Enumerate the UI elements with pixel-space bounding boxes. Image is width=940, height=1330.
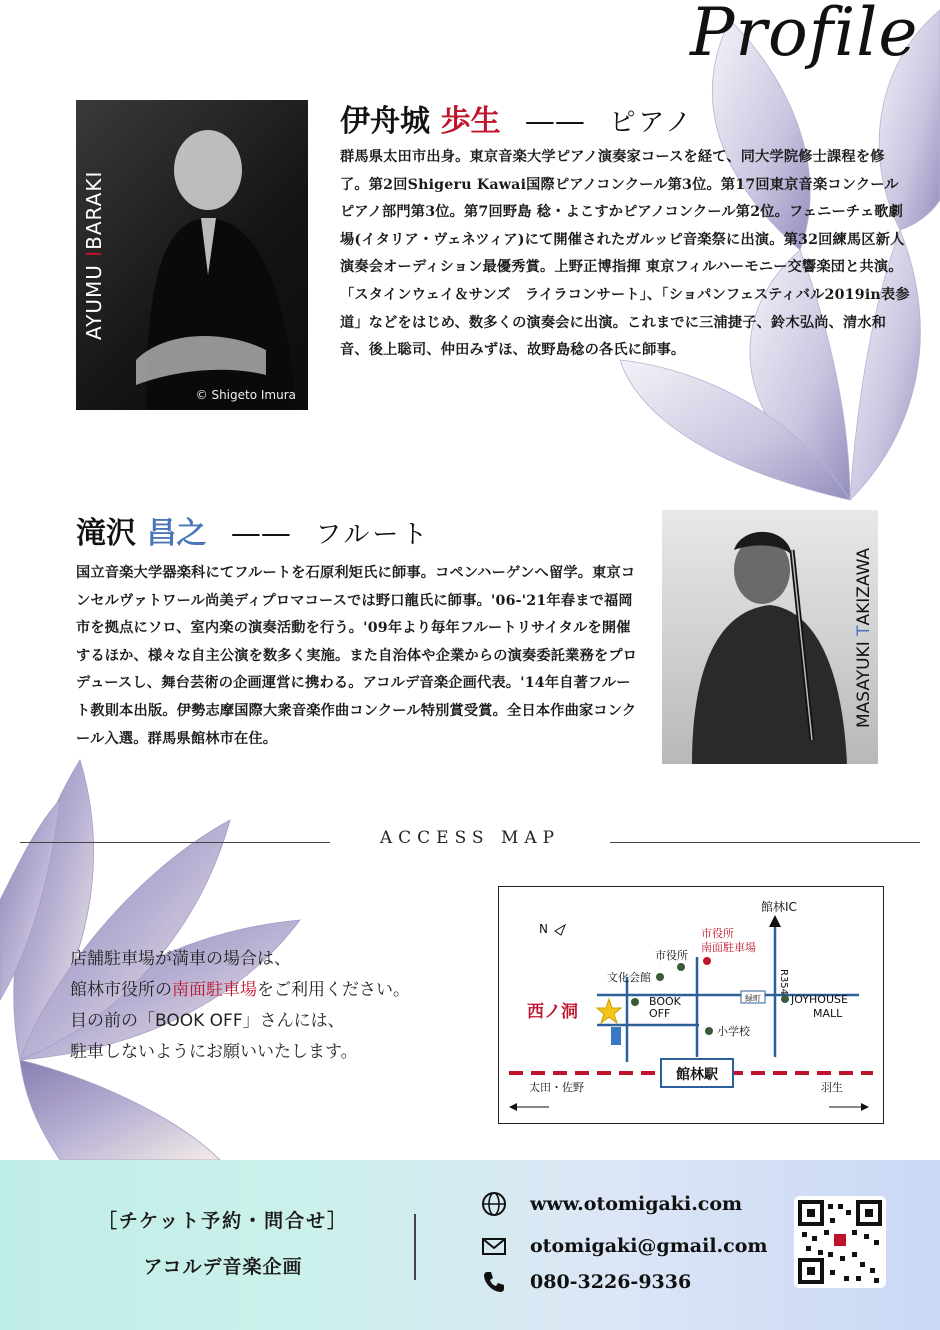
- map-ic: 館林IC: [761, 900, 797, 914]
- heading-dash: ——: [524, 104, 585, 139]
- access-map: [498, 886, 884, 1124]
- flutist-given-name: 昌之: [146, 516, 207, 551]
- phone-icon: [480, 1268, 508, 1296]
- map-bookoff-b: OFF: [649, 1007, 671, 1020]
- email-link[interactable]: otomigaki@gmail.com: [530, 1235, 768, 1257]
- page-title: Profile: [690, 0, 919, 71]
- map-east: 羽生: [821, 1081, 843, 1094]
- heading-dash: ——: [230, 516, 291, 551]
- pianist-given-name: 歩生: [440, 104, 501, 139]
- footer-divider: [414, 1214, 416, 1280]
- map-drawing: [499, 887, 883, 1123]
- map-joyhouse-a: JOYHOUSE: [791, 993, 848, 1006]
- pianist-bio: 群馬県太田市出身。東京音楽大学ピアノ演奏家コースを経て、同大学院修士課程を修了。第2回Shigeru Kawai国際ピアノコンクール第3位。第17回東京音楽コンクールピアノ部門第3位。第7回野島 稔・よこすかピアノコンクール第2位。フェニーチェ歌劇場(イタリア・ヴェネツィア)にて開催されたガルッピ音楽祭に出演。第32回練馬区新人演奏会オーディション最優秀賞。上野正博指揮 東京フィルハーモニー交響楽団と共演。「スタインウェイ＆サンズ ライラコンサート」、「ショパンフェスティバル2019in表参道」などをはじめ、数多くの演奏会に出演。これまでに三浦捷子、鈴木弘尚、清水和音、後上聡司、仲田みずほ、故野島稔の各氏に師事。: [340, 149, 910, 359]
- parking-highlight: 南面駐車場: [172, 980, 257, 1000]
- photo-credit: © Shigeto Imura: [195, 388, 296, 402]
- pianist-photo: [76, 100, 308, 410]
- pianist-name-vertical: AYUMU IBARAKI: [82, 170, 106, 340]
- parking-notice: 店舗駐車場が満車の場合は、 館林市役所の南面駐車場をご利用ください。 目の前の「BOOK OFF」さんには、 駐車しないようにお願いいたします。: [70, 949, 410, 1062]
- qr-code[interactable]: [794, 1196, 886, 1288]
- pianist-silhouette: [76, 100, 308, 410]
- map-joyhouse-b: MALL: [813, 1007, 843, 1020]
- map-station: 館林駅: [676, 1067, 718, 1083]
- flutist-surname: 滝沢: [76, 516, 136, 551]
- pianist-heading: [340, 96, 694, 140]
- flutist-photo: [662, 510, 878, 764]
- phone-row[interactable]: [480, 1268, 691, 1296]
- flutist-instrument: フルート: [315, 520, 431, 550]
- flutist-heading: [76, 508, 430, 552]
- map-culture-hall: 文化会館: [607, 971, 651, 984]
- pianist-surname: 伊舟城: [340, 104, 430, 139]
- pianist-instrument: ピアノ: [609, 108, 695, 138]
- ticket-contact-label: ［チケット予約・問合せ］: [97, 1210, 349, 1232]
- mail-icon: [480, 1232, 508, 1260]
- website-link[interactable]: www.otomigaki.com: [530, 1193, 743, 1215]
- divider-left: [20, 842, 350, 843]
- map-north: N: [539, 922, 548, 936]
- map-school: 小学校: [717, 1025, 750, 1038]
- lotus-decoration-bottom: [0, 700, 330, 1160]
- website-row[interactable]: [480, 1190, 742, 1218]
- map-venue: 西ノ洞: [527, 1002, 578, 1022]
- phone-link[interactable]: 080-3226-9336: [530, 1271, 692, 1293]
- map-midori: 緑町: [745, 994, 761, 1003]
- access-map-title: ACCESS MAP: [330, 828, 610, 848]
- flutist-name-vertical: MASAYUKI TAKIZAWA: [854, 547, 874, 729]
- email-row[interactable]: [480, 1232, 768, 1260]
- map-parking-a: 市役所: [701, 927, 734, 940]
- globe-icon: [480, 1190, 508, 1218]
- organizer-name: アコルデ音楽企画: [143, 1256, 303, 1278]
- map-route: R354: [778, 969, 789, 996]
- map-west: 太田・佐野: [529, 1081, 584, 1094]
- flutist-silhouette: [662, 510, 878, 764]
- map-parking-b: 南面駐車場: [701, 941, 756, 954]
- divider-right: [590, 842, 920, 843]
- map-bookoff-a: BOOK: [649, 995, 681, 1008]
- qr-pattern: [794, 1196, 886, 1288]
- map-city-hall: 市役所: [655, 949, 688, 962]
- flutist-bio: 国立音楽大学器楽科にてフルートを石原利矩氏に師事。コペンハーゲンへ留学。東京コンセルヴァトワール尚美ディプロマコースでは野口龍氏に師事。'06-'21年春まで福岡市を拠点にソロ、室内楽の演奏活動を行う。'09年より毎年フルートリサイタルを開催するほか、様々な自主公演を数多く実施。また自治体や企業からの演奏委託業務をプロデュースし、舞台芸術の企画運営に携わる。アコルデ音楽企画代表。'14年自著フルート教則本出版。伊勢志摩国際大衆音楽作曲コンクール特別賞受賞。全日本作曲家コンクール入選。群馬県館林市在住。: [76, 565, 638, 747]
